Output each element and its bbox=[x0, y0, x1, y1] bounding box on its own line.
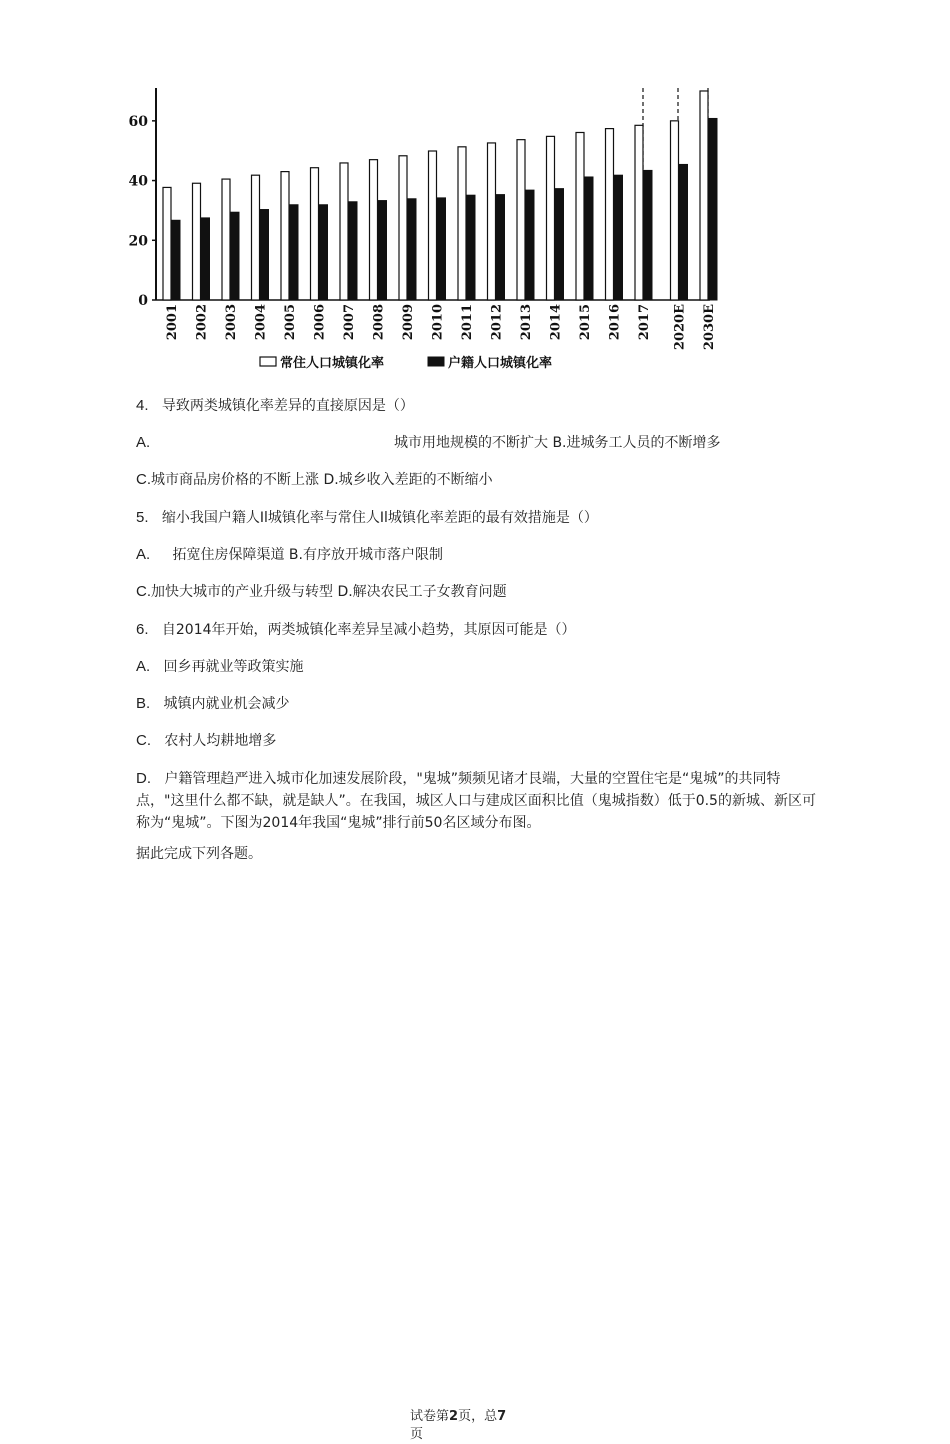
bar-registered-2016 bbox=[615, 175, 623, 300]
x-tick-label: 2017 bbox=[637, 304, 652, 341]
option-text: 城市商品房价格的不断上涨 D.城乡收入差距的不断缩小 bbox=[151, 472, 493, 488]
bar-resident-2030E bbox=[700, 91, 708, 300]
page-footer: 试卷第2页，总7 页 bbox=[410, 1409, 507, 1442]
x-tick-label: 2004 bbox=[253, 304, 269, 341]
bar-registered-2014 bbox=[556, 189, 564, 300]
question-4-option-a: A. 城市用地规模的不断扩大 B.进城务工人员的不断增多 bbox=[136, 434, 721, 451]
bar-resident-2010 bbox=[429, 151, 437, 300]
bar-resident-2002 bbox=[193, 183, 201, 300]
x-tick-label: 2005 bbox=[283, 304, 298, 341]
y-tick-label: 20 bbox=[128, 233, 148, 250]
legend-swatch-registered bbox=[428, 357, 444, 366]
bar-registered-2005 bbox=[290, 205, 298, 300]
legend-label-registered: 户籍人口城镇化率 bbox=[448, 356, 553, 371]
bar-resident-2008 bbox=[370, 160, 378, 300]
question-5: 5. 缩小我国户籍人Il城镇化率与常住人Il城镇化率差距的最有效措施是（） bbox=[136, 509, 598, 526]
question-5-option-c: C.加快大城市的产业升级与转型 D.解决农民工子女教育问题 bbox=[136, 583, 507, 600]
bar-registered-2001 bbox=[172, 220, 180, 300]
bar-registered-2007 bbox=[349, 202, 357, 300]
x-tick-label: 2020E bbox=[672, 304, 688, 351]
legend-swatch-resident bbox=[260, 357, 276, 366]
option-text: 加快大城市的产业升级与转型 D.解决农民工子女教育问题 bbox=[151, 584, 507, 600]
x-tick-label: 2012 bbox=[489, 304, 505, 341]
bar-registered-2003 bbox=[231, 212, 239, 300]
bar-registered-2004 bbox=[261, 210, 269, 300]
bar-resident-2015 bbox=[576, 132, 584, 300]
question-6-option-c: C. 农村人均耕地增多 bbox=[136, 732, 277, 749]
x-tick-label: 2002 bbox=[194, 304, 210, 341]
question-4: 4. 导致两类城镇化率差异的直接原因是（） bbox=[136, 397, 414, 414]
x-tick-label: 2009 bbox=[401, 304, 416, 341]
question-text: 自2014年开始，两类城镇化率差异呈减小趋势，其原因可能是（） bbox=[161, 622, 576, 638]
option-text: 拓宽住房保障渠道 B.有序放开城市落户限制 bbox=[172, 547, 443, 563]
y-tick-label: 40 bbox=[128, 173, 148, 190]
x-tick-label: 2008 bbox=[371, 304, 387, 341]
question-text: 导致两类城镇化率差异的直接原因是（） bbox=[161, 398, 414, 414]
x-tick-label: 2006 bbox=[312, 304, 328, 341]
x-tick-label: 2001 bbox=[165, 304, 180, 341]
x-tick-label: 2013 bbox=[519, 304, 534, 341]
question-6: 6. 自2014年开始，两类城镇化率差异呈减小趋势，其原因可能是（） bbox=[136, 621, 576, 638]
bar-registered-2010 bbox=[438, 198, 446, 300]
instruction: 据此完成下列各题。 bbox=[136, 846, 262, 862]
bar-registered-2017 bbox=[644, 170, 652, 300]
question-text: 缩小我国户籍人Il城镇化率与常住人Il城镇化率差距的最有效措施是（） bbox=[161, 510, 598, 526]
bar-registered-2006 bbox=[320, 205, 328, 300]
bar-resident-2011 bbox=[458, 147, 466, 300]
legend-label-resident: 常住人口城镇化率 bbox=[280, 356, 385, 371]
x-tick-label: 2015 bbox=[578, 304, 593, 341]
bar-resident-2003 bbox=[222, 179, 230, 300]
option-text: 城市用地规模的不断扩大 B.进城务工人员的不断增多 bbox=[394, 435, 721, 451]
ghost-city-paragraph: D. 户籍管理趋严进入城市化加速发展阶段，"鬼城”频频见诸才艮端，大量的空置住宅是“鬼城”的共同特点，"这里什么都不缺，就是缺人”。在我国，城区人口与建成区面积比值（鬼城指数）低于0.5的新城、新区可称为“鬼城”。下图为2014年我国“鬼城”排行前50名区域分布图。 bbox=[136, 770, 816, 831]
page-total: 7 bbox=[497, 1409, 507, 1424]
bar-registered-2009 bbox=[408, 199, 416, 300]
urbanization-bar-chart bbox=[120, 80, 720, 380]
bar-resident-2001 bbox=[163, 187, 171, 300]
bar-resident-2014 bbox=[547, 136, 555, 300]
option-text: 城镇内就业机会减少 bbox=[163, 696, 290, 712]
x-tick-label: 2014 bbox=[548, 304, 564, 341]
x-tick-label: 2016 bbox=[607, 304, 623, 341]
option-text: 回乡再就业等政策实施 bbox=[163, 659, 304, 675]
bar-resident-2009 bbox=[399, 156, 407, 300]
bar-registered-2011 bbox=[467, 195, 475, 300]
bar-registered-2002 bbox=[202, 218, 210, 300]
bar-registered-2015 bbox=[585, 177, 593, 300]
x-tick-label: 2007 bbox=[342, 304, 357, 341]
bar-resident-2004 bbox=[252, 175, 260, 300]
bar-registered-2020E bbox=[680, 164, 688, 300]
bar-resident-2007 bbox=[340, 163, 348, 300]
x-tick-label: 2030E bbox=[702, 304, 717, 351]
question-6-option-a: A. 回乡再就业等政策实施 bbox=[136, 658, 304, 675]
x-tick-label: 2010 bbox=[430, 304, 446, 341]
bar-resident-2012 bbox=[488, 143, 496, 300]
page-number: 2 bbox=[449, 1409, 459, 1424]
chart-bars bbox=[163, 91, 717, 300]
y-tick-label: 0 bbox=[138, 293, 148, 309]
chart-legend bbox=[260, 355, 552, 371]
bar-registered-2013 bbox=[526, 190, 534, 300]
bar-resident-2017 bbox=[635, 125, 643, 300]
question-6-option-b: B. 城镇内就业机会减少 bbox=[136, 695, 290, 712]
bar-resident-2013 bbox=[517, 140, 525, 300]
bar-registered-2012 bbox=[497, 195, 505, 300]
bar-resident-2006 bbox=[311, 168, 319, 300]
bar-resident-2005 bbox=[281, 172, 289, 300]
paragraph-text: 户籍管理趋严进入城市化加速发展阶段，"鬼城”频频见诸才艮端，大量的空置住宅是“鬼城”的共同特点，"这里什么都不缺，就是缺人”。在我国，城区人口与建成区面积比值（鬼城指数）低于0.5的新城、新区可称为“鬼城”。下图为2014年我国“鬼城”排行前50名区域分布图。 bbox=[136, 771, 816, 831]
bar-registered-2008 bbox=[379, 201, 387, 300]
y-tick-label: 60 bbox=[128, 113, 148, 130]
bar-resident-2016 bbox=[606, 129, 614, 300]
x-tick-label: 2003 bbox=[224, 304, 239, 341]
x-tick-label: 2011 bbox=[460, 304, 475, 341]
question-4-option-c: C.城市商品房价格的不断上涨 D.城乡收入差距的不断缩小 bbox=[136, 471, 493, 488]
question-5-option-a: A. 拓宽住房保障渠道 B.有序放开城市落户限制 bbox=[136, 546, 443, 563]
chart-ticks bbox=[129, 114, 717, 350]
bar-registered-2030E bbox=[709, 118, 717, 300]
option-text: 农村人均耕地增多 bbox=[164, 733, 277, 749]
bar-resident-2020E bbox=[671, 121, 679, 300]
